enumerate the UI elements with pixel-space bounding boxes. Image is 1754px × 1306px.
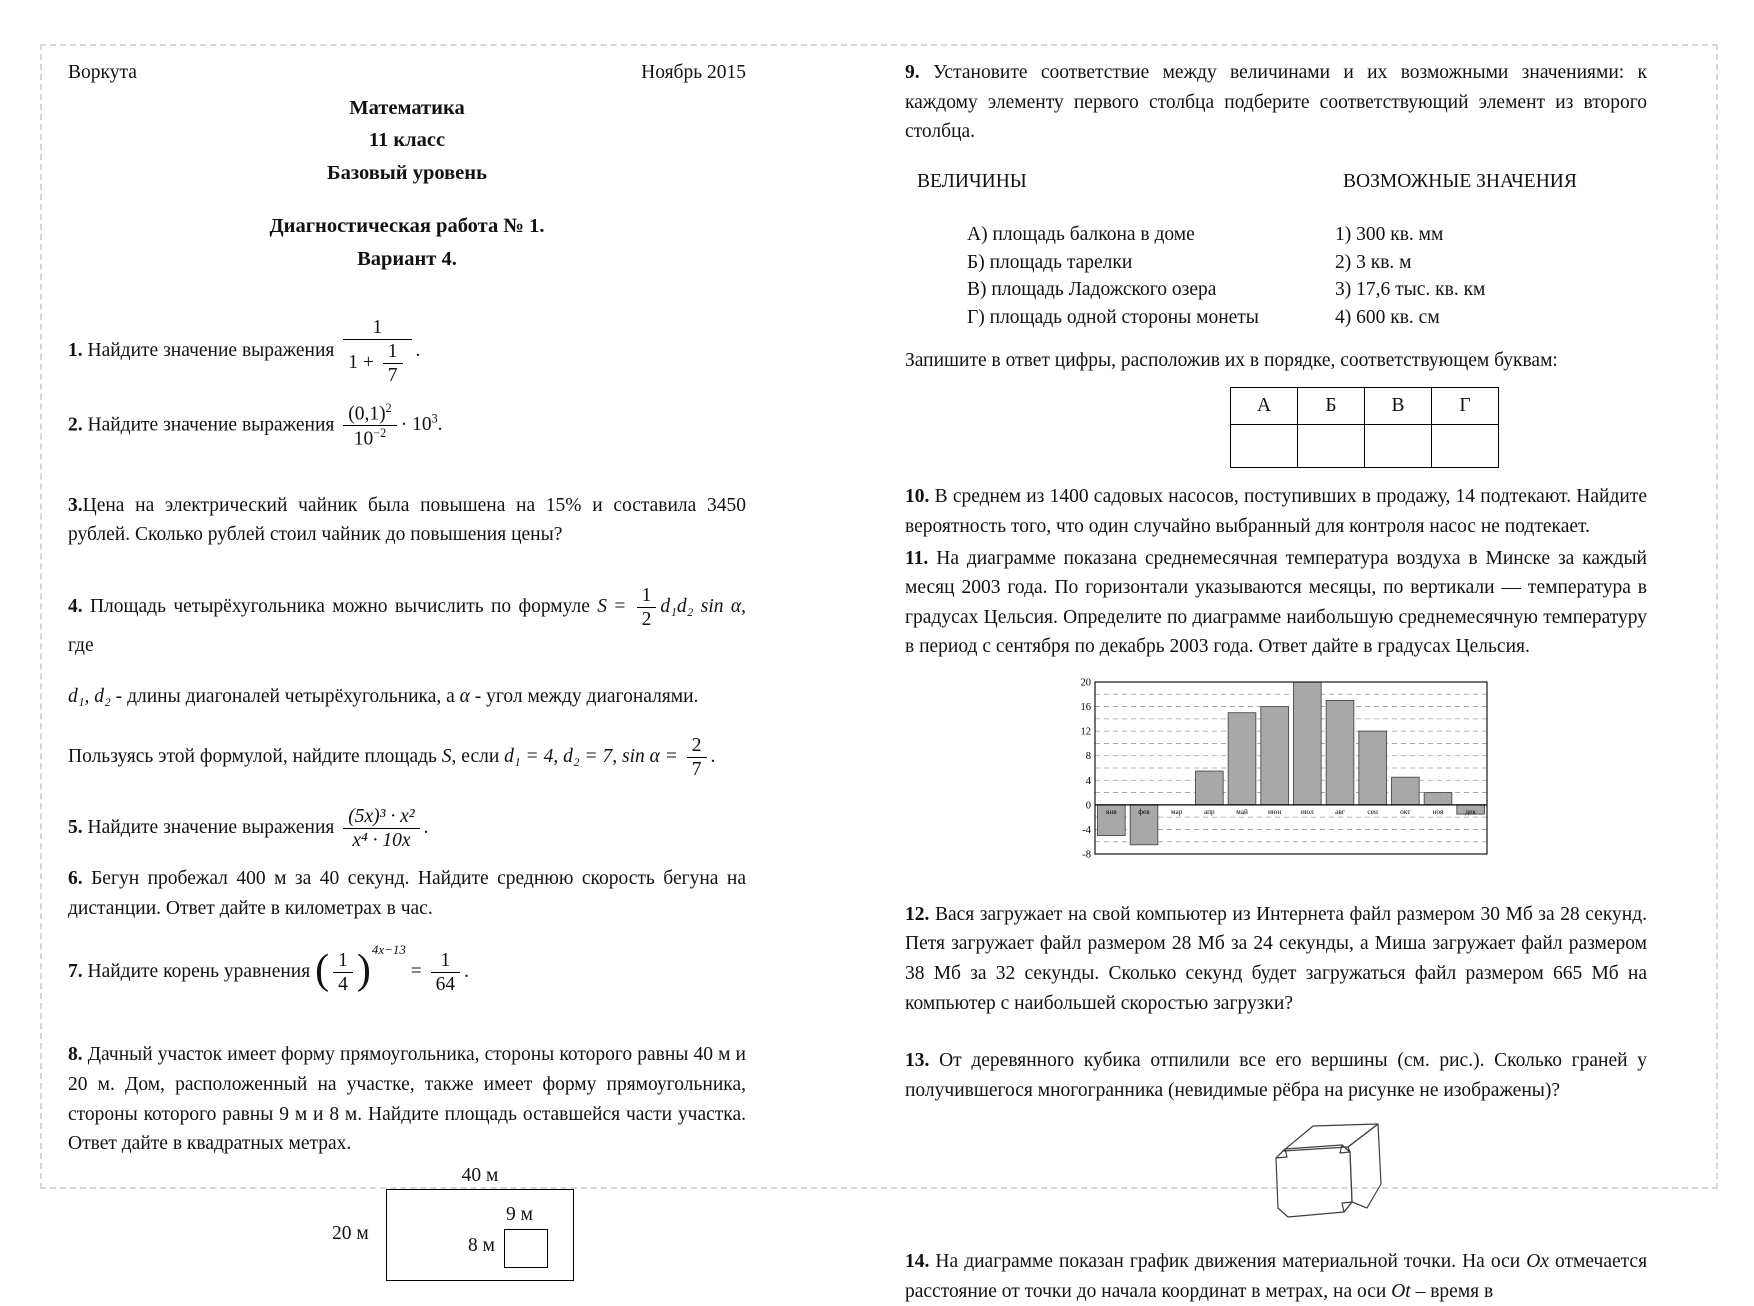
match-option-2: 2) 3 кв. м [1335,251,1412,273]
p4-formula-rhs: d₁d₂ sin α [660,595,742,617]
document-header [68,58,746,88]
p1-denominator [343,340,411,387]
problem-10-number: 10. [905,486,930,508]
p4-period: . [710,746,716,768]
problem-5-fraction [343,805,419,852]
problem-11 [905,544,1647,663]
p1-den-prefix: 1 + [348,351,374,373]
title-gap [68,190,746,210]
p4-alpha: α [459,686,470,708]
right-column [905,58,1647,1306]
p2-factor-exponent: 3 [431,411,438,426]
svg-text:12: 12 [1080,726,1091,738]
answer-cell-g[interactable] [1432,425,1499,468]
answer-table-input-row [1231,425,1499,468]
match-option-3: 3) 17,6 тыс. кв. км [1335,279,1486,301]
problem-13-number: 13. [905,1050,930,1072]
p5-numerator: (5x)³ · x² [343,805,419,829]
fig8-inner-rectangle [504,1229,548,1268]
problem-9-column-headers [905,167,1647,197]
problem-2-text: Найдите значение выражения [87,414,335,436]
p5-period: . [423,817,429,839]
answer-cell-b[interactable] [1298,425,1365,468]
p1-numerator: 1 [343,316,411,340]
problem-4-line-2 [68,682,746,712]
svg-text:май: май [1236,806,1248,816]
svg-text:июл: июл [1300,806,1314,816]
match-option-1: 1) 300 кв. мм [1335,223,1444,245]
problem-4-line-3 [68,734,746,781]
p2-period: . [437,414,443,436]
problem-8-text: Дачный участок имеет форму прямоугольника, стороны которого равны 40 м и 20 м. Дом, расположенный на участке, также имеет форму прямоугольника, стороны которого равны 9 м и 8 м. Найдите площадь оставшейся части участка. Ответ дайте в квадратных метрах. [68,1044,746,1155]
problem-6-text: Бегун пробежал 400 м за 40 секунд. Найдите среднюю скорость бегуна на дистанции. Ответ дайте в километрах в час. [68,868,746,919]
p2-denominator: $10^{-2}$ [353,426,387,450]
header-location: Воркута [68,62,137,83]
svg-text:20: 20 [1080,677,1091,689]
p2-factor: $10^3$. [412,411,443,436]
answer-header-b: Б [1298,388,1365,425]
p2-multiplication-dot: · [400,414,408,436]
p4-text-6: - угол между диагоналями. [474,686,699,708]
svg-text:-4: -4 [1082,824,1091,836]
p7-period: . [464,961,470,983]
left-column [68,58,746,1281]
problem-1-fraction [343,316,411,387]
problem-13-text: От деревянного кубика отпилили все его вершины (см. рис.). Сколько граней у получившегося многогранника (невидимые рёбра на рисунке не изображены)? [905,1050,1647,1101]
problem-8-figure [332,1164,574,1281]
answer-cell-a[interactable] [1231,425,1298,468]
fig8-outer-height-label: 20 м [332,1222,369,1244]
p1-inner-num: 1 [383,340,403,364]
title-block [68,92,746,276]
p4-text-7: Пользуясь этой формулой, найдите площадь [68,746,437,768]
p4-text-1: Площадь четырёхугольника можно вычислить по формуле [89,595,590,617]
problem-4-number: 4. [68,595,83,617]
svg-text:дек: дек [1465,806,1476,816]
problem-3-number: 3. [68,494,83,516]
match-row [967,276,1647,304]
p14-text-2: отмечается расстояние от точки до начала координат в метрах, на оси [905,1251,1648,1302]
answer-cell-v[interactable] [1365,425,1432,468]
p1-inner-fraction [383,340,403,387]
title-level: Базовый уровень [327,162,487,185]
svg-text:апр: апр [1203,806,1215,816]
title-grade: 11 класс [368,129,446,152]
p4-formula-lhs: S [597,595,607,617]
problem-9-number: 9. [905,62,920,83]
match-option-4: 4) 600 кв. см [1335,306,1440,328]
p4-diagonals: d₁, d₂ - [68,686,123,708]
svg-text:янв: янв [1105,806,1117,816]
p5-denominator: x⁴ · 10x [352,830,411,852]
truncated-cube-figure [1257,1109,1647,1241]
problem-1-number: 1. [68,339,83,361]
problem-4 [68,584,746,781]
problem-9-match-list [905,221,1647,332]
svg-text:8: 8 [1085,751,1091,763]
p14-axis-ot: Ot [1391,1280,1411,1302]
p4-text-4: длины диагоналей четырёхугольника, а [127,686,455,708]
problem-10 [905,482,1647,541]
problem-14 [905,1247,1647,1306]
problem-7-number: 7. [68,961,83,983]
svg-text:мар: мар [1170,806,1183,816]
problem-12 [905,900,1647,1019]
problem-2-fraction [343,401,396,451]
p4-given-values: d₁ = 4, d₂ = 7, sin α = [504,746,678,768]
problem-5-number: 5. [68,817,83,839]
problem-2-number: 2. [68,414,83,436]
p4-text-2: , где [68,595,746,656]
answer-header-a: А [1231,388,1298,425]
p14-axis-ox: Ox [1526,1251,1549,1272]
answer-header-g: Г [1432,388,1499,425]
problem-4-line-1 [68,584,746,661]
problem-8-number: 8. [68,1044,83,1066]
svg-text:4: 4 [1085,775,1091,787]
p4-half-fraction: $\frac{1}{2}$ [637,584,657,631]
p4-text-7b: , если [451,746,500,768]
svg-text:16: 16 [1080,702,1091,714]
cube-svg [1257,1109,1397,1231]
svg-text:окт: окт [1400,806,1411,816]
svg-text:июн: июн [1268,806,1282,816]
problem-13 [905,1046,1647,1105]
p7-right-paren: ) [356,946,371,993]
problem-10-text: В среднем из 1400 садовых насосов, поступивших в продажу, 14 подтекают. Найдите вероятность того, что один случайно выбранный для контроля насос не подтекает. [905,486,1648,537]
svg-text:сен: сен [1367,806,1378,816]
problem-6-number: 6. [68,868,83,890]
svg-text:0: 0 [1085,800,1091,812]
p1-period: . [415,339,421,361]
problem-1-text: Найдите значение выражения [87,339,335,361]
match-row [967,221,1647,249]
problem-5 [68,805,746,852]
svg-text:-8: -8 [1082,849,1091,861]
problem-7 [68,941,746,996]
values-column-header: ВЕЛИЧИНЫ [917,170,1027,192]
match-row [967,249,1647,277]
problem-9-note: Запишите в ответ цифры, расположив их в порядке, соответствующем буквам: [905,349,1558,371]
fig8-outer-width-label: 40 м [461,1164,499,1186]
problem-8 [68,1040,746,1159]
match-value-a: А) площадь балкона в доме [967,223,1195,245]
problem-14-number: 14. [905,1251,930,1272]
match-value-b: Б) площадь тарелки [967,251,1133,273]
p2-num-exponent: 2 [385,400,392,415]
match-value-v: В) площадь Ладожского озера [967,279,1217,301]
p1-inner-den: 7 [387,364,398,386]
title-subject: Математика [349,96,465,119]
problem-3-text: Цена на электрический чайник была повышена на 15% и составила 3450 рублей. Сколько рублей стоил чайник до повышения цены? [68,494,746,546]
problem-9-text: Установите соответствие между величинами и их возможными значениями: к каждому элементу первого столбца подберите соответствующий элемент из второго столбца. [905,62,1647,143]
problem-6 [68,864,746,923]
p4-area-symbol: S [441,746,452,768]
problem-5-text: Найдите значение выражения [87,817,335,839]
fig8-inner-height-label: 8 м [468,1234,495,1256]
svg-text:авг: авг [1335,806,1345,816]
bar-chart-svg [1065,674,1495,866]
p7-left-paren: ( [315,946,330,993]
p14-text-3: – время в [1415,1280,1494,1302]
problem-12-number: 12. [905,903,930,925]
p4-sin-fraction: $\frac{2}{7}$ [687,734,707,781]
options-column-header: ВОЗМОЖНЫЕ ЗНАЧЕНИЯ [1343,170,1577,192]
problem-9 [905,58,1647,147]
answer-header-v: В [1365,388,1432,425]
p2-den-exponent: −2 [373,426,387,441]
temperature-bar-chart [1065,674,1647,876]
problem-11-number: 11. [905,547,929,569]
fig8-inner-width-label: 9 м [506,1203,533,1225]
title-work-name: Диагностическая работа № 1. [269,215,545,238]
problem-7-text: Найдите корень уравнения [87,961,311,983]
problem-2 [68,401,746,451]
problem-12-text: Вася загружает на свой компьютер из Интернета файл размером 30 Мб за 28 секунд. Петя загружает файл размером 28 Мб за 24 секунды, а Миша загружает файл размером 38 Мб за 32 секунды. Сколько секунд будет загружаться файл размером 665 Мб на компьютер с наибольшей скоростью загрузки? [905,903,1647,1014]
p7-equals: = [410,961,422,983]
problem-3 [68,491,746,550]
title-variant: Вариант 4. [357,247,457,270]
p14-text-1: На диаграмме показан график движения материальной точки. На оси [935,1251,1521,1272]
p7-exponent: 4x−13 [371,941,406,957]
match-row [967,304,1647,332]
problem-1 [68,316,746,387]
p7-rhs-fraction: $\frac{1}{64}$ [431,949,461,996]
header-date: Ноябрь 2015 [641,62,746,83]
svg-text:фев: фев [1138,806,1150,816]
answer-table-header-row [1231,388,1499,425]
problem-11-text: На диаграмме показана среднемесячная температура воздуха в Минске за каждый месяц 2003 года. По горизонтали указываются месяцы, по вертикали — температура в градусах Цельсия. Определите по диаграмме наибольшую среднемесячную температуру в период с сентября по декабрь 2003 года. Ответ дайте в градусах Цельсия. [905,547,1647,658]
match-value-g: Г) площадь одной стороны монеты [967,306,1259,328]
p4-equals: = [614,595,626,617]
p7-base-fraction: $\frac{1}{4}$ [333,949,353,996]
p2-numerator: $(0,1)^2$ [343,401,396,427]
svg-text:ноя: ноя [1432,806,1444,816]
answer-table [1230,387,1499,468]
